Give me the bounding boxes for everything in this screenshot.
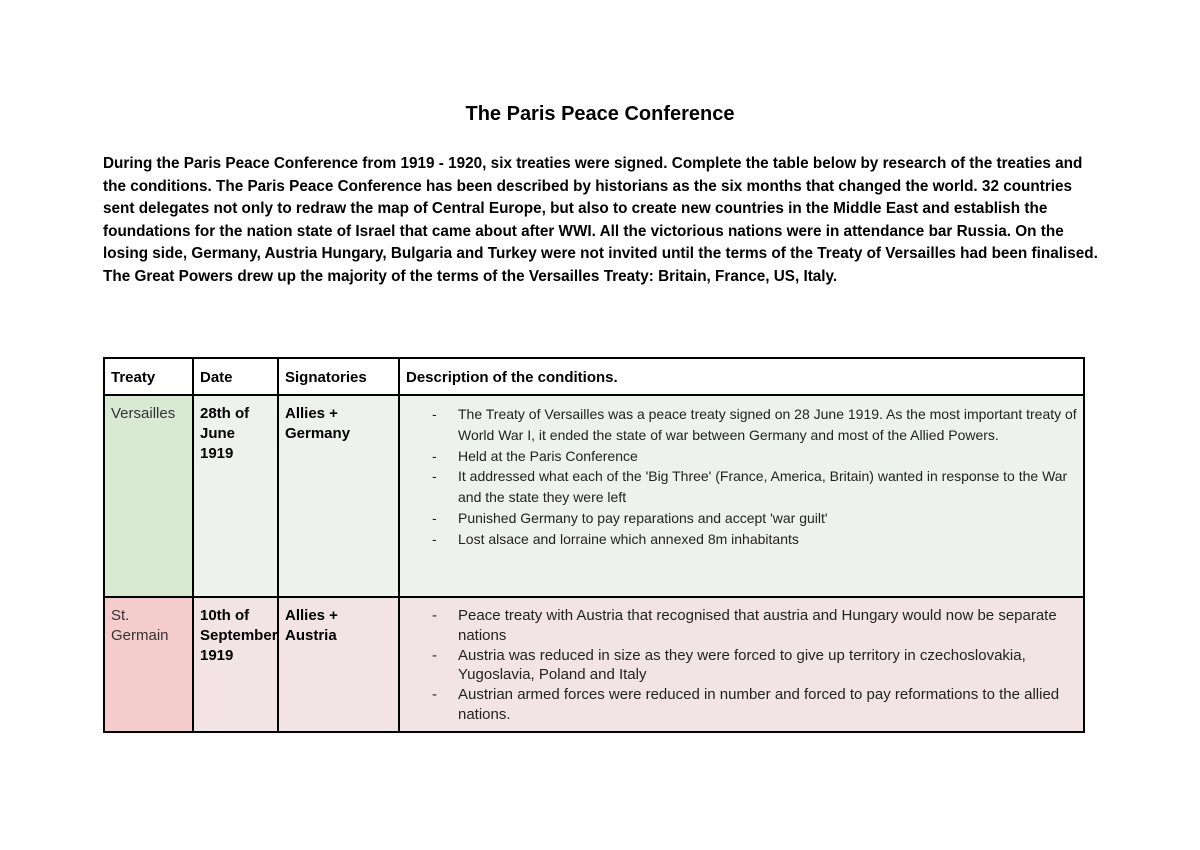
signatories-cell: Allies + Austria [278, 597, 399, 732]
list-item: - Peace treaty with Austria that recognised that austria and Hungary would now be separate nations [458, 606, 1077, 646]
conditions-cell [399, 597, 1084, 732]
intro-paragraph [103, 153, 1103, 289]
conditions-list [406, 404, 1077, 550]
list-item: - Austria was reduced in size as they were forced to give up territory in czechoslovakia, Yugoslavia, Poland and Italy [458, 646, 1077, 686]
conditions-cell [399, 395, 1084, 597]
header-signatories: Signatories [278, 358, 399, 395]
list-item: - It addressed what each of the 'Big Three' (France, America, Britain) wanted in response to the War and the state they were left [458, 466, 1077, 508]
list-item: - Held at the Paris Conference [458, 446, 1077, 467]
treaties-table [103, 357, 1085, 733]
header-treaty: Treaty [104, 358, 193, 395]
header-description: Description of the conditions. [399, 358, 1084, 395]
header-date: Date [193, 358, 278, 395]
intro-text: During the Paris Peace Conference from 1919 - 1920, six treaties were signed. Complete the table below by research of the treaties and the conditions. The Paris Peace Conference has been described by historians as the six months that changed the world. 32 countries sent delegates not only to redraw the map of Central Europe, but also to create new countries in the Middle East and establish the foundations for the nation state of Israel that came about after WWI. All the victorious nations were in attendance bar Russia. On the losing side, Germany, Austria Hungary, Bulgaria and Turkey were not invited until the terms of the Treaty of Versailles had been finalised. The Great Powers drew up the majority of the terms of the Versailles Treaty: Britain, France, US, Italy. [103, 155, 1098, 285]
treaty-cell: Versailles [104, 395, 193, 597]
list-item: - Lost alsace and lorraine which annexed 8m inhabitants [458, 529, 1077, 550]
table-row [104, 395, 1084, 597]
list-item: - Punished Germany to pay reparations and accept 'war guilt' [458, 508, 1077, 529]
date-cell: 10th of September 1919 [193, 597, 278, 732]
list-item: - The Treaty of Versailles was a peace treaty signed on 28 June 1919. As the most important treaty of World War I, it ended the state of war between Germany and most of the Allied Powers. [458, 404, 1077, 446]
signatories-cell: Allies + Germany [278, 395, 399, 597]
list-item: - Austrian armed forces were reduced in number and forced to pay reformations to the allied nations. [458, 685, 1077, 725]
conditions-list [406, 606, 1077, 725]
treaty-cell: St. Germain [104, 597, 193, 732]
table-header-row [104, 358, 1084, 395]
date-cell: 28th of June 1919 [193, 395, 278, 597]
table-row [104, 597, 1084, 732]
page-title: The Paris Peace Conference [465, 103, 735, 125]
